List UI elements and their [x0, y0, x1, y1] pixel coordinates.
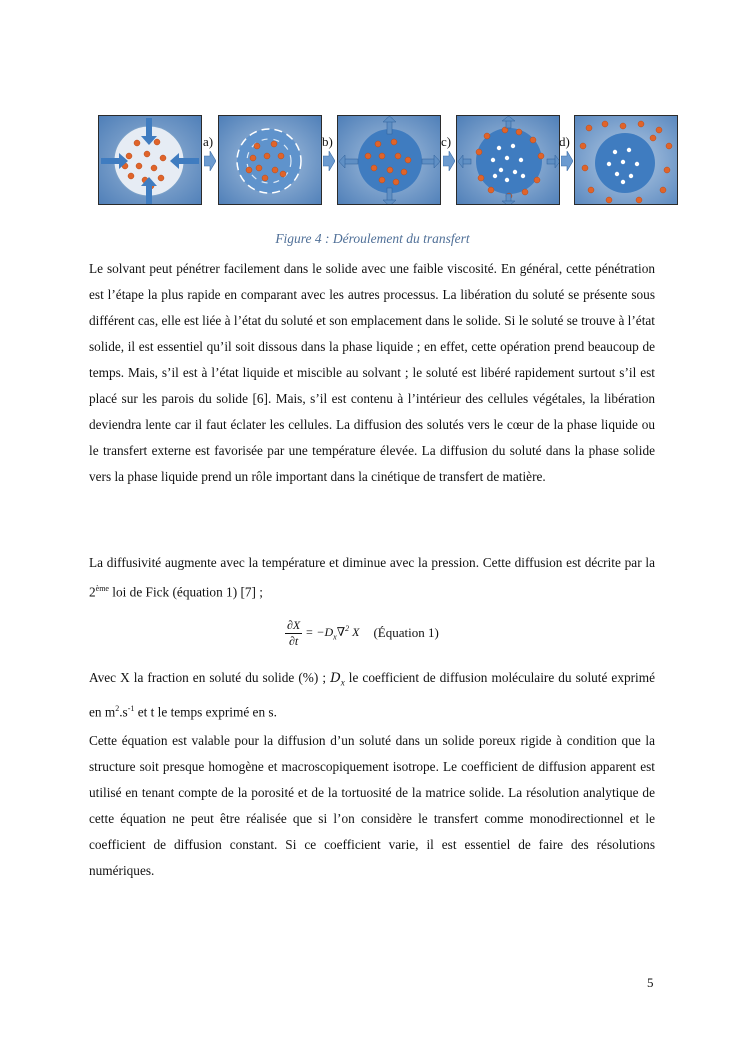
panel-2-illustration: [219, 116, 322, 205]
right-arrow-icon: [443, 151, 455, 171]
paragraph-diffusivity-text: La diffusivité augmente avec la température et diminue avec la pression. Cette diffusion est décrite par la 2: [89, 555, 655, 600]
right-arrow-icon: [561, 151, 573, 171]
panel-1-illustration: [99, 116, 202, 205]
page-number: 5: [647, 975, 654, 990]
step-label-c: c): [441, 134, 452, 149]
step-label-d: d): [559, 134, 570, 149]
equation-rhs-superscript: 2: [345, 624, 350, 634]
panel-solvent-penetration: [98, 115, 202, 205]
equation-fick: [285, 616, 439, 650]
panel-5-illustration: [575, 116, 678, 205]
equation-rhs-main: = −D: [305, 625, 334, 640]
equation-rhs: [305, 624, 359, 641]
superscript-eme: ème: [95, 584, 109, 593]
equation-denominator: ∂t: [289, 633, 299, 648]
paragraph-equation-validity: Cette équation est valable pour la diffusion d’un soluté dans un solide poreux rigide à condition que la structure soit presque homogène et macroscopiquement isotrope. Le coefficient de diffusion apparent est utilisé en tenant compte de la porosité et de la tortuosité de la matrice solide. La résolution analytique de cette équation ne peut être réalisée que si l’on considère le transfert comme monodirectionnel et le coefficient de diffusion constant. Si ce coefficient varie, il est essentiel de faire des résolutions numériques.: [89, 733, 655, 878]
equation-numerator: ∂X: [287, 617, 301, 632]
paragraph-diffusivity-tail: loi de Fick (équation 1) [7] ;: [108, 584, 263, 600]
superscript-minus-1: -1: [127, 703, 135, 713]
symbol-dx: D: [330, 671, 341, 686]
panel-solute-dissolution: [218, 115, 322, 205]
step-label-b: b): [322, 134, 333, 149]
figure-caption: Figure 4 : Déroulement du transfert: [275, 231, 470, 246]
panel-final-state: [574, 115, 678, 205]
step-label-a: a): [203, 134, 214, 149]
paragraph-variables-text-b: le coefficient de diffusion moléculaire du soluté exprimé en m: [89, 670, 655, 720]
paragraph-variables-text-d: et t le temps exprimé en s.: [134, 704, 277, 720]
paragraph-solvent-penetration: Le solvant peut pénétrer facilement dans le solide avec une faible viscosité. En général, cette pénétration est l’étape la plus rapide en comparant avec les autres processus. La libération du soluté se présente sous différent cas, elle est liée à l’état du soluté et son emplacement dans le solide. Si le soluté se trouve à l’état solide, il est essentiel qu’il soit dissous dans la phase liquide ; en effet, cette opération prend beaucoup de temps. Mais, s’il est à l’état liquide et miscible au solvant ; le soluté est libéré rapidement surtout s’il est placé sur les parois du solide [6]. Mais, s’il est contenu à l’intérieur des cellules végétales, la libération deviendra lente car il faut éclater les cellules. La diffusion des solutés vers le cœur de la phase liquide ou le transfert externe est favorisée par une température élevée. La diffusion du soluté dans la phase solide vers la phase liquide prend un rôle important dans la cinétique de transfert de matière.: [89, 261, 655, 484]
equation-rhs-subscript: x: [333, 632, 337, 642]
panel-internal-diffusion: [337, 115, 441, 205]
equation-label: (Équation 1): [373, 625, 439, 640]
panel-3-illustration: [338, 116, 441, 205]
right-arrow-icon: [204, 151, 216, 171]
paragraph-variables-text-c: .s: [119, 704, 128, 720]
equation-nabla: ∇: [336, 625, 346, 640]
paragraph-variables: [89, 665, 655, 725]
panel-4-illustration: [457, 116, 560, 205]
paragraph-variables-text-a: Avec X la fraction en soluté du solide (%) ;: [89, 670, 331, 685]
right-arrow-icon: [323, 151, 335, 171]
equation-fraction: [285, 618, 302, 649]
paragraph-diffusivity: [89, 550, 655, 605]
symbol-dx-subscript: x: [340, 677, 345, 688]
figure-transfer-steps: [98, 115, 680, 207]
superscript-2: 2: [115, 703, 120, 713]
equation-rhs-var: X: [349, 625, 360, 640]
panel-external-diffusion: [456, 115, 560, 205]
